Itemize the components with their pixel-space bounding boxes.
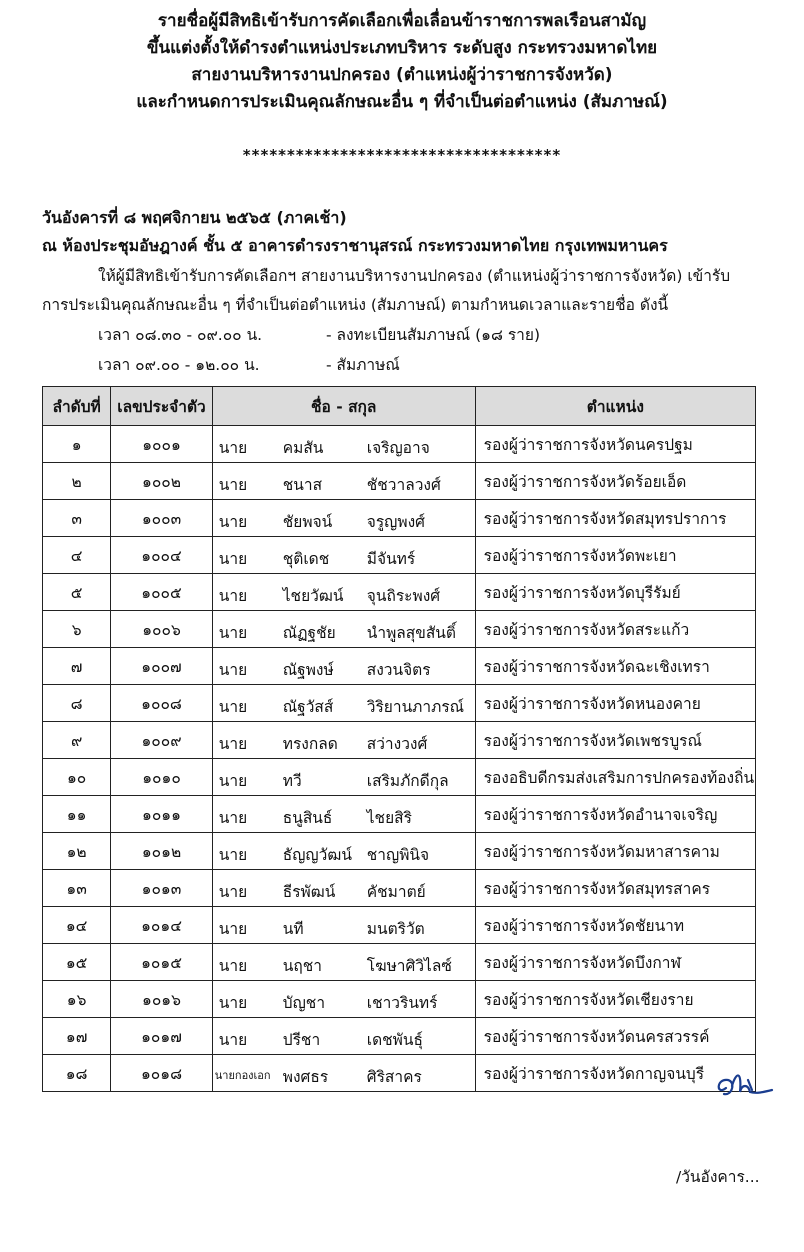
last-name: จรูญพงศ์ (366, 513, 426, 531)
first-name: ปรีชา (282, 1031, 321, 1049)
row-id: ๑๐๐๙ (111, 722, 213, 759)
row-id: ๑๐๑๕ (111, 944, 213, 981)
row-number: ๙ (43, 722, 111, 759)
row-fullname (212, 722, 475, 759)
name-title: นาย (218, 994, 248, 1012)
schedule-activity: - สัมภาษณ์ (326, 356, 400, 374)
name-title: นาย (218, 735, 248, 753)
row-fullname (212, 759, 475, 796)
instruction-paragraph-line-1: ให้ผู้มีสิทธิเข้ารับการคัดเลือกฯ สายงานบริหารงานปกครอง (ตำแหน่งผู้ว่าราชการจังหวัด) เข้ารับ (98, 267, 731, 285)
table-row (43, 759, 756, 796)
last-name: คัชมาตย์ (366, 883, 426, 901)
row-fullname (212, 426, 475, 463)
table-row (43, 870, 756, 907)
candidate-table (42, 386, 756, 1092)
row-position: รองผู้ว่าราชการจังหวัดนครปฐม (475, 426, 755, 463)
last-name: วิริยานภาภรณ์ (366, 698, 465, 716)
schedule-activity: - ลงทะเบียนสัมภาษณ์ (๑๘ ราย) (326, 326, 540, 344)
name-title: นาย (218, 513, 248, 531)
name-title: นาย (218, 1031, 248, 1049)
schedule-time: เวลา ๐๘.๓๐ - ๐๙.๐๐ น. (98, 326, 263, 344)
row-fullname (212, 981, 475, 1018)
table-row (43, 1018, 756, 1055)
name-title: นาย (218, 550, 248, 568)
instruction-paragraph-line-2: การประเมินคุณลักษณะอื่น ๆ ที่จำเป็นต่อตำแหน่ง (สัมภาษณ์) ตามกำหนดเวลาและรายชื่อ ดังนี้ (42, 296, 669, 314)
row-position: รองผู้ว่าราชการจังหวัดกาญจนบุรี (475, 1055, 755, 1092)
row-number: ๘ (43, 685, 111, 722)
name-title: นาย (218, 624, 248, 642)
row-fullname (212, 537, 475, 574)
last-name: ชัชวาลวงศ์ (366, 476, 441, 494)
row-position: รองผู้ว่าราชการจังหวัดสระแก้ว (475, 611, 755, 648)
row-number: ๑๓ (43, 870, 111, 907)
row-id: ๑๐๐๕ (111, 574, 213, 611)
row-fullname (212, 500, 475, 537)
first-name: ชุติเดช (282, 550, 330, 568)
row-fullname (212, 463, 475, 500)
table-row (43, 500, 756, 537)
first-name: ไชยวัฒน์ (282, 587, 344, 605)
first-name: ชนาส (282, 476, 323, 494)
row-id: ๑๐๑๗ (111, 1018, 213, 1055)
row-number: ๑๗ (43, 1018, 111, 1055)
row-position: รองผู้ว่าราชการจังหวัดนครสวรรค์ (475, 1018, 755, 1055)
row-fullname (212, 944, 475, 981)
title-line-4: และกำหนดการประเมินคุณลักษณะอื่น ๆ ที่จำเป็นต่อตำแหน่ง (สัมภาษณ์) (136, 92, 668, 112)
row-fullname (212, 907, 475, 944)
name-title: นาย (218, 476, 248, 494)
row-id: ๑๐๐๗ (111, 648, 213, 685)
row-position: รองผู้ว่าราชการจังหวัดชัยนาท (475, 907, 755, 944)
row-id: ๑๐๑๐ (111, 759, 213, 796)
row-number: ๗ (43, 648, 111, 685)
row-id: ๑๐๑๓ (111, 870, 213, 907)
row-number: ๑ (43, 426, 111, 463)
row-id: ๑๐๐๓ (111, 500, 213, 537)
row-position: รองผู้ว่าราชการจังหวัดสมุทรสาคร (475, 870, 755, 907)
row-position: รองผู้ว่าราชการจังหวัดเพชรบูรณ์ (475, 722, 755, 759)
last-name: มนตริวัต (366, 920, 425, 938)
row-position: รองผู้ว่าราชการจังหวัดบึงกาฬ (475, 944, 755, 981)
name-title: นาย (218, 920, 248, 938)
table-header-row (43, 387, 756, 426)
header-id: เลขประจำตัว (111, 387, 213, 426)
header-no: ลำดับที่ (43, 387, 111, 426)
row-number: ๔ (43, 537, 111, 574)
row-position: รองอธิบดีกรมส่งเสริมการปกครองท้องถิ่น (475, 759, 755, 796)
row-fullname (212, 648, 475, 685)
first-name: บัญชา (282, 994, 326, 1012)
continuation-note: /วันอังคาร... (676, 1168, 760, 1186)
first-name: ทวี (282, 772, 302, 790)
first-name: ธนูสินธ์ (282, 809, 333, 827)
first-name: นฤชา (282, 957, 322, 975)
row-id: ๑๐๐๔ (111, 537, 213, 574)
name-title: นาย (218, 809, 248, 827)
name-title: นาย (218, 957, 248, 975)
row-number: ๑๘ (43, 1055, 111, 1092)
last-name: มีจันทร์ (366, 550, 416, 568)
row-number: ๖ (43, 611, 111, 648)
table-row (43, 574, 756, 611)
name-title: นาย (218, 587, 248, 605)
name-title: นาย (218, 772, 248, 790)
row-position: รองผู้ว่าราชการจังหวัดสมุทรปราการ (475, 500, 755, 537)
last-name: ศิริสาคร (366, 1068, 422, 1086)
table-row (43, 1055, 756, 1092)
row-id: ๑๐๐๘ (111, 685, 213, 722)
name-title: นาย (218, 439, 248, 457)
row-number: ๑๐ (43, 759, 111, 796)
row-position: รองผู้ว่าราชการจังหวัดเชียงราย (475, 981, 755, 1018)
last-name: ชาญพินิจ (366, 846, 430, 864)
separator-stars: ************************************ (242, 146, 562, 164)
row-id: ๑๐๑๘ (111, 1055, 213, 1092)
table-row (43, 907, 756, 944)
name-title: นาย (218, 883, 248, 901)
last-name: เจริญอาจ (366, 439, 430, 457)
row-position: รองผู้ว่าราชการจังหวัดมหาสารคาม (475, 833, 755, 870)
table-row (43, 833, 756, 870)
row-id: ๑๐๐๒ (111, 463, 213, 500)
row-number: ๑๑ (43, 796, 111, 833)
table-row (43, 648, 756, 685)
row-fullname (212, 611, 475, 648)
row-position: รองผู้ว่าราชการจังหวัดบุรีรัมย์ (475, 574, 755, 611)
table-row (43, 685, 756, 722)
title-line-1: รายชื่อผู้มีสิทธิเข้ารับการคัดเลือกเพื่อเลื่อนข้าราชการพลเรือนสามัญ (157, 11, 647, 31)
row-number: ๑๖ (43, 981, 111, 1018)
row-number: ๑๔ (43, 907, 111, 944)
row-fullname (212, 685, 475, 722)
name-title: นายกองเอก (214, 1069, 271, 1082)
title-line-2: ขึ้นแต่งตั้งให้ดำรงตำแหน่งประเภทบริหาร ระดับสูง กระทรวงมหาดไทย (146, 38, 658, 58)
table-row (43, 944, 756, 981)
session-venue: ณ ห้องประชุมอัษฎางค์ ชั้น ๕ อาคารดำรงราชานุสรณ์ กระทรวงมหาดไทย กรุงเทพมหานคร (42, 236, 668, 255)
row-fullname (212, 1018, 475, 1055)
name-title: นาย (218, 661, 248, 679)
row-position: รองผู้ว่าราชการจังหวัดพะเยา (475, 537, 755, 574)
last-name: เสริมภักดีกุล (366, 772, 449, 790)
first-name: คมสัน (282, 439, 324, 457)
row-id: ๑๐๑๑ (111, 796, 213, 833)
row-id: ๑๐๑๒ (111, 833, 213, 870)
last-name: โฆษาศิวิไลซ์ (366, 957, 452, 975)
table-row (43, 611, 756, 648)
last-name: เดชพันธุ์ (366, 1031, 423, 1049)
first-name: ณัฏฐชัย (282, 624, 336, 642)
first-name: ณัฐพงษ์ (282, 661, 334, 679)
first-name: ณัฐวัสส์ (282, 698, 334, 716)
first-name: ทรงกลด (282, 735, 338, 753)
first-name: ชัยพจน์ (282, 513, 333, 531)
last-name: เชาวรินทร์ (366, 994, 438, 1012)
table-body (43, 426, 756, 1092)
table-row (43, 981, 756, 1018)
first-name: ธีรพัฒน์ (282, 883, 336, 901)
row-position: รองผู้ว่าราชการจังหวัดฉะเชิงเทรา (475, 648, 755, 685)
handwritten-signature (712, 1066, 776, 1106)
row-position: รองผู้ว่าราชการจังหวัดอำนาจเจริญ (475, 796, 755, 833)
first-name: ธัญญวัฒน์ (282, 846, 352, 864)
title-line-3: สายงานบริหารงานปกครอง (ตำแหน่งผู้ว่าราชการจังหวัด) (191, 65, 613, 85)
row-number: ๕ (43, 574, 111, 611)
row-id: ๑๐๑๔ (111, 907, 213, 944)
table-row (43, 722, 756, 759)
first-name: นที (282, 920, 304, 938)
row-id: ๑๐๑๖ (111, 981, 213, 1018)
table-row (43, 463, 756, 500)
row-fullname (212, 833, 475, 870)
row-number: ๑๕ (43, 944, 111, 981)
header-position: ตำแหน่ง (475, 387, 755, 426)
last-name: สงวนจิตร (366, 661, 431, 679)
row-position: รองผู้ว่าราชการจังหวัดหนองคาย (475, 685, 755, 722)
row-fullname (212, 796, 475, 833)
first-name: พงศธร (282, 1068, 329, 1086)
last-name: นำพูลสุขสันติ์ (366, 624, 456, 642)
row-id: ๑๐๐๑ (111, 426, 213, 463)
row-number: ๒ (43, 463, 111, 500)
header-name: ชื่อ - สกุล (212, 387, 475, 426)
row-number: ๑๒ (43, 833, 111, 870)
session-date: วันอังคารที่ ๘ พฤศจิกายน ๒๕๖๕ (ภาคเช้า) (42, 208, 347, 227)
last-name: สว่างวงศ์ (366, 735, 428, 753)
row-fullname (212, 1055, 475, 1092)
last-name: จุนถิระพงศ์ (366, 587, 441, 605)
row-position: รองผู้ว่าราชการจังหวัดร้อยเอ็ด (475, 463, 755, 500)
name-title: นาย (218, 698, 248, 716)
table-row (43, 426, 756, 463)
document-title (0, 8, 804, 116)
schedule-time: เวลา ๐๙.๐๐ - ๑๒.๐๐ น. (98, 356, 260, 374)
name-title: นาย (218, 846, 248, 864)
row-fullname (212, 870, 475, 907)
table-row (43, 796, 756, 833)
table-row (43, 537, 756, 574)
row-fullname (212, 574, 475, 611)
row-id: ๑๐๐๖ (111, 611, 213, 648)
last-name: ไชยสิริ (366, 809, 412, 827)
row-number: ๓ (43, 500, 111, 537)
